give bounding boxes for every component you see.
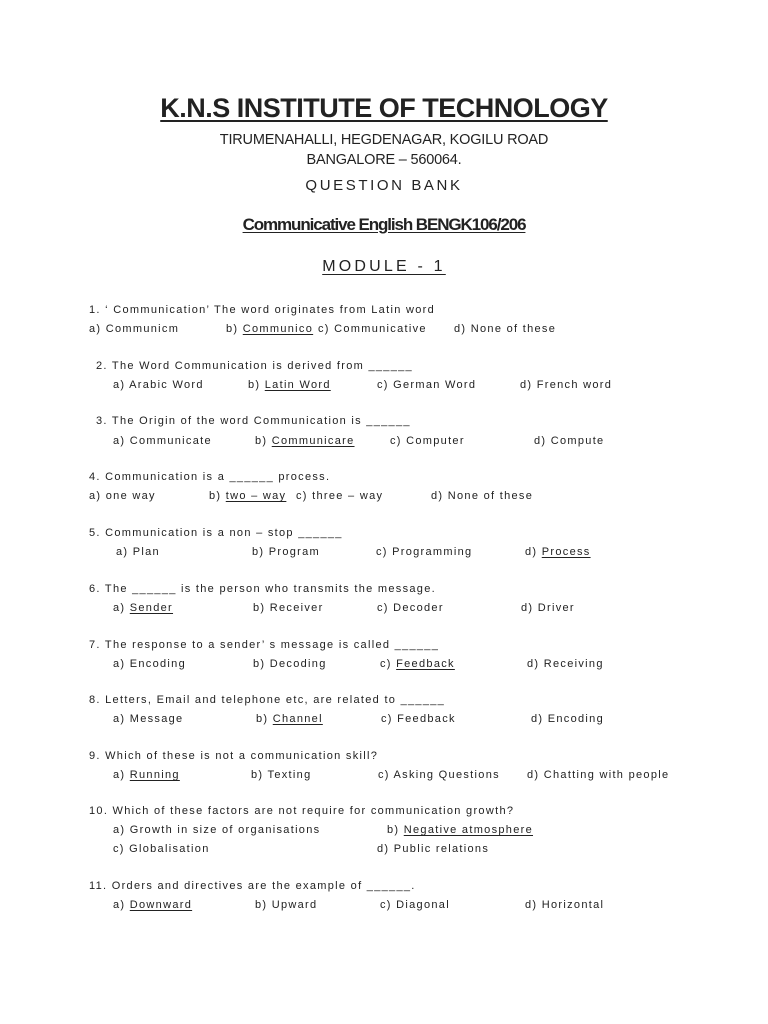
q11-answer: Downward xyxy=(129,899,193,911)
q10-option-a: a) Growth in size of organisations xyxy=(113,824,321,836)
q4-option-d: d) None of these xyxy=(431,490,534,502)
q5-option-d: d) Process xyxy=(525,546,591,558)
q1-answer: Communico xyxy=(242,323,314,335)
question-4: 4. Communication is a ______ process. xyxy=(89,471,331,483)
q1-option-a: a) Communicm xyxy=(89,323,180,335)
q3-option-c: c) Computer xyxy=(390,435,465,447)
question-9: 9. Which of these is not a communication skill? xyxy=(89,750,379,762)
q1-option-b: b) Communico xyxy=(226,323,314,335)
q8-option-c: c) Feedback xyxy=(381,713,456,725)
question-6: 6. The ______ is the person who transmits the message. xyxy=(89,583,436,595)
q3-option-d: d) Compute xyxy=(534,435,605,447)
q10-answer: Negative atmosphere xyxy=(403,824,534,836)
q9-option-d: d) Chatting with people xyxy=(527,769,670,781)
q7-option-b: b) Decoding xyxy=(253,658,327,670)
question-7: 7. The response to a sender’ s message is called ______ xyxy=(89,639,440,651)
q2-answer: Latin Word xyxy=(264,379,331,391)
q1-option-d: d) None of these xyxy=(454,323,557,335)
q4-option-a: a) one way xyxy=(89,490,156,502)
q6-option-b: b) Receiver xyxy=(253,602,324,614)
module-heading: MODULE - 1 xyxy=(322,258,446,275)
question-10: 10. Which of these factors are not require for communication growth? xyxy=(89,805,515,817)
q3-option-b: b) Communicare xyxy=(255,435,355,447)
q2-option-a: a) Arabic Word xyxy=(113,379,204,391)
q6-option-c: c) Decoder xyxy=(377,602,444,614)
q2-option-c: c) German Word xyxy=(377,379,477,391)
q3-answer: Communicare xyxy=(271,435,355,447)
q9-option-a: a) Running xyxy=(113,769,180,781)
q10-option-c: c) Globalisation xyxy=(113,843,210,855)
q2-option-b: b) Latin Word xyxy=(248,379,331,391)
q9-option-b: b) Texting xyxy=(251,769,312,781)
q8-answer: Channel xyxy=(272,713,323,725)
q11-option-d: d) Horizontal xyxy=(525,899,605,911)
address-line-2: BANGALORE – 560064. xyxy=(306,152,462,168)
q11-option-b: b) Upward xyxy=(255,899,318,911)
q7-option-d: d) Receiving xyxy=(527,658,604,670)
question-5: 5. Communication is a non – stop ______ xyxy=(89,527,343,539)
q6-answer: Sender xyxy=(129,602,174,614)
q5-option-b: b) Program xyxy=(252,546,321,558)
q1-option-c: c) Communicative xyxy=(318,323,427,335)
q9-answer: Running xyxy=(129,769,180,781)
subject-title: Communicative English BENGK106/206 xyxy=(242,215,526,234)
q2-option-d: d) French word xyxy=(520,379,613,391)
q7-option-c: c) Feedback xyxy=(380,658,455,670)
question-2: 2. The Word Communication is derived from ______ xyxy=(96,360,413,372)
question-8: 8. Letters, Email and telephone etc, are related to ______ xyxy=(89,694,446,706)
q6-option-d: d) Driver xyxy=(521,602,575,614)
question-3: 3. The Origin of the word Communication is ______ xyxy=(96,415,411,427)
q5-option-a: a) Plan xyxy=(116,546,160,558)
address-line-1: TIRUMENAHALLI, HEGDENAGAR, KOGILU ROAD xyxy=(219,132,549,148)
q7-option-a: a) Encoding xyxy=(113,658,187,670)
question-1: 1. ‘ Communication’ The word originates from Latin word xyxy=(89,304,436,316)
q9-option-c: c) Asking Questions xyxy=(378,769,500,781)
q5-option-c: c) Programming xyxy=(376,546,473,558)
institute-name: K.N.S INSTITUTE OF TECHNOLOGY xyxy=(160,93,608,123)
q4-answer: two – way xyxy=(225,490,287,502)
q8-option-d: d) Encoding xyxy=(531,713,605,725)
q8-option-a: a) Message xyxy=(113,713,184,725)
q10-option-d: d) Public relations xyxy=(377,843,490,855)
q7-answer: Feedback xyxy=(396,658,455,670)
q11-option-a: a) Downward xyxy=(113,899,193,911)
q4-option-b: b) two – way xyxy=(209,490,287,502)
document-type: QUESTION BANK xyxy=(305,177,463,194)
q8-option-b: b) Channel xyxy=(256,713,323,725)
q5-answer: Process xyxy=(541,546,591,558)
q3-option-a: a) Communicate xyxy=(113,435,212,447)
q10-option-b: b) Negative atmosphere xyxy=(387,824,534,836)
q4-option-c: c) three – way xyxy=(296,490,384,502)
question-11: 11. Orders and directives are the example of ______. xyxy=(89,880,416,892)
q6-option-a: a) Sender xyxy=(113,602,174,614)
q11-option-c: c) Diagonal xyxy=(380,899,450,911)
